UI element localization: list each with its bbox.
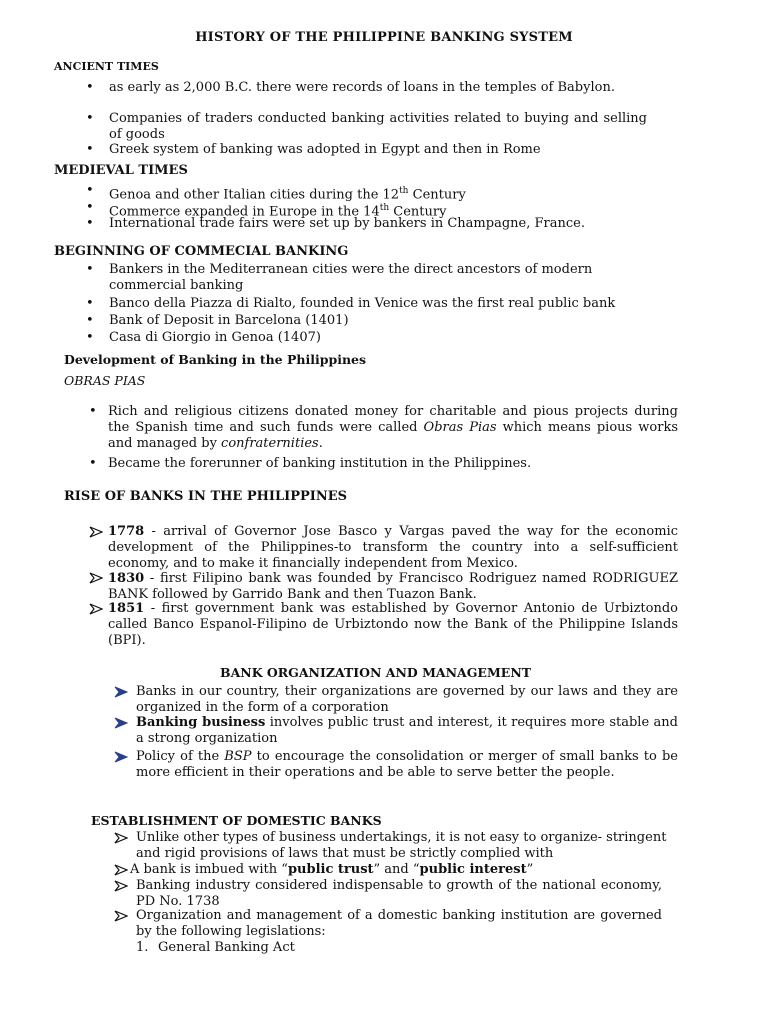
heading-rise-of-banks: RISE OF BANKS IN THE PHILIPPINES (64, 489, 348, 504)
list-item: as early as 2,000 B.C. there were records of loans in the temples of Babylon. (109, 80, 615, 95)
text-run: - arrival of Governor Jose Basco y Vargas paved the way for the economic development of the Philippines-to transform the country into a self-sufficient economy, and to make it financially independent from Mexico. (108, 524, 678, 571)
list-item (108, 571, 678, 603)
arrow-bullet-icon (114, 717, 128, 729)
bullet: • (86, 262, 94, 277)
year-label: 1778 (108, 524, 145, 539)
superscript: th (399, 186, 409, 196)
bold-term: Banking business (136, 715, 266, 730)
text-run: to encourage the consolidation or merger of small banks to be more efficient in their operations and be able to serve better the people. (136, 749, 678, 780)
year-label: 1830 (108, 571, 145, 586)
list-item (136, 715, 678, 747)
text-run: involves public trust and interest, it requires more stable and a strong organization (136, 715, 678, 746)
heading-commercial-banking: BEGINNING OF COMMECIAL BANKING (54, 244, 349, 259)
bold-term: public trust (287, 862, 374, 877)
arrow-bullet-icon (114, 880, 128, 892)
list-item: Bankers in the Mediterranean cities were the direct ancestors of modern commercial banking (109, 262, 593, 293)
year-label: 1851 (108, 601, 145, 616)
bullet: • (86, 183, 94, 198)
text-run: Genoa and other Italian cities during the 12 (109, 187, 400, 203)
list-item: Became the forerunner of banking institution in the Philippines. (108, 456, 532, 471)
arrow-bullet-icon (114, 832, 128, 844)
text-run: A bank is imbued with “ (130, 862, 288, 877)
list-item: International trade fairs were set up by bankers in Champagne, France. (109, 216, 585, 231)
bullet: • (86, 111, 94, 126)
bullet: • (86, 200, 94, 215)
arrow-bullet-icon (114, 686, 128, 698)
text-run: Century (408, 187, 466, 203)
list-number: 1. (136, 940, 149, 955)
arrow-bullet-icon (114, 910, 128, 922)
superscript: th (379, 203, 390, 213)
arrow-bullet-icon (89, 603, 103, 615)
arrow-bullet-icon (89, 572, 103, 584)
italic-term: confraternities (221, 436, 319, 451)
document-title: HISTORY OF THE PHILIPPINE BANKING SYSTEM (195, 30, 573, 45)
list-item: Banco della Piazza di Rialto, founded in Venice was the first real public bank (109, 296, 616, 311)
bullet: • (89, 456, 97, 471)
list-item: Banks in our country, their organizations are governed by our laws and they are organized in the form of a corporation (136, 684, 678, 715)
text-run: which means pious works and managed by (108, 420, 678, 451)
arrow-bullet-icon (89, 526, 103, 538)
bullet: • (86, 142, 94, 157)
text-run: Rich and religious citizens donated money for charitable and pious projects during the Spanish time and such funds were called (108, 404, 678, 435)
italic-term: BSP (224, 749, 252, 764)
bullet: • (86, 80, 94, 95)
list-item: Organization and management of a domestic banking institution are governed by the following legislations: (136, 908, 662, 939)
text-run: Century (389, 204, 447, 220)
arrow-bullet-icon (114, 864, 128, 876)
text-run: Policy of the (136, 749, 225, 764)
heading-domestic-banks: ESTABLISHMENT OF DOMESTIC BANKS (91, 813, 382, 828)
heading-bank-organization: BANK ORGANIZATION AND MANAGEMENT (220, 665, 532, 680)
text-run: ” and “ (373, 862, 420, 877)
bullet: • (86, 313, 94, 328)
heading-development: Development of Banking in the Philippines (64, 352, 367, 367)
text-run: . (318, 436, 323, 451)
list-item: Bank of Deposit in Barcelona (1401) (109, 313, 349, 328)
bullet: • (89, 404, 97, 419)
list-item (130, 862, 533, 878)
list-item (108, 404, 678, 452)
list-item (136, 749, 678, 781)
bullet: • (86, 330, 94, 345)
text-run: - first government bank was established by Governor Antonio de Urbiztondo called Banco Espanol-Filipino de Urbiztondo now the Bank of the Philippine Islands (BPI). (108, 601, 678, 648)
text-run: Commerce expanded in Europe in the 14 (109, 204, 380, 220)
list-item: Casa di Giorgio in Genoa (1407) (109, 330, 321, 345)
list-item (108, 524, 678, 572)
list-item (108, 601, 678, 649)
numbered-list-item: General Banking Act (158, 940, 295, 955)
list-item: Unlike other types of business undertakings, it is not easy to organize- stringent and rigid provisions of laws that must be strictly complied with (136, 830, 667, 861)
subheading-obras-pias: OBRAS PIAS (64, 373, 146, 388)
list-item: Companies of traders conducted banking activities related to buying and selling of goods (109, 111, 647, 142)
heading-ancient-times: ANCIENT TIMES (54, 60, 159, 73)
heading-medieval-times: MEDIEVAL TIMES (54, 163, 188, 178)
bold-term: public interest (419, 862, 527, 877)
list-item: Banking industry considered indispensable to growth of the national economy, PD No. 1738 (136, 878, 662, 909)
list-item: Greek system of banking was adopted in Egypt and then in Rome (109, 142, 541, 157)
bullet: • (86, 216, 94, 231)
arrow-bullet-icon (114, 751, 128, 763)
text-run: ” (526, 862, 534, 877)
italic-term: Obras Pias (423, 420, 497, 435)
text-run: - first Filipino bank was founded by Francisco Rodriguez named RODRIGUEZ BANK followed by Garrido Bank and then Tuazon Bank. (108, 571, 678, 602)
bullet: • (86, 296, 94, 311)
